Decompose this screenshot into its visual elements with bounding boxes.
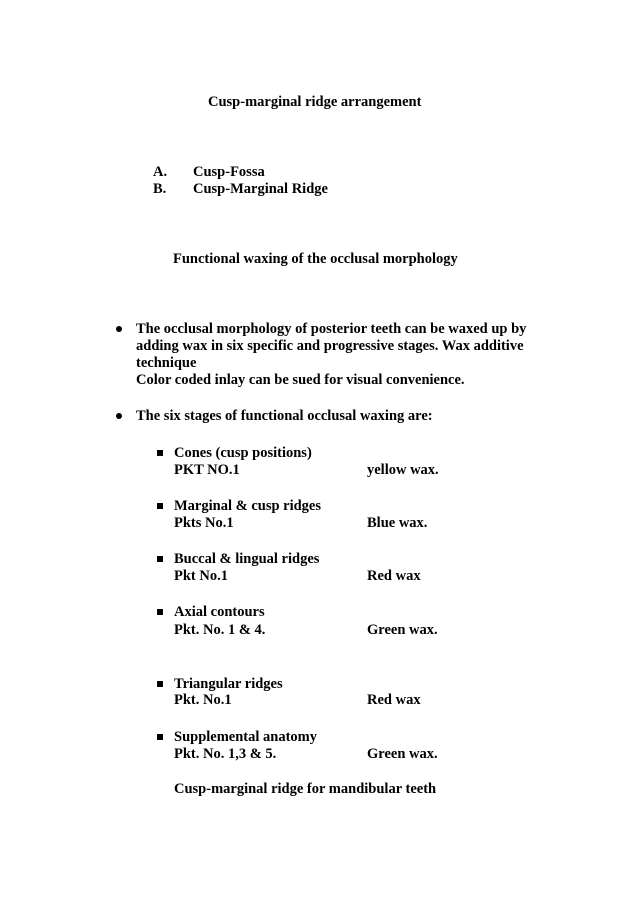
stage-wax: Red wax bbox=[367, 692, 421, 708]
stage-wax: yellow wax. bbox=[367, 462, 439, 478]
closing-heading: Cusp-marginal ridge for mandibular teeth bbox=[174, 781, 437, 797]
stage-packet: Pkts No.1 bbox=[174, 515, 234, 531]
page-title: Cusp-marginal ridge arrangement bbox=[208, 94, 422, 110]
bullet-dot-icon bbox=[116, 413, 122, 419]
list-item-cusp-marginal-ridge: Cusp-Marginal Ridge bbox=[193, 181, 328, 197]
stage-packet: Pkt. No.1 bbox=[174, 692, 232, 708]
stage-name: Buccal & lingual ridges bbox=[174, 551, 320, 567]
bullet-dot-icon bbox=[116, 326, 122, 332]
stage-name: Supplemental anatomy bbox=[174, 729, 318, 745]
stage-name: Triangular ridges bbox=[174, 676, 283, 692]
stage-wax: Green wax. bbox=[367, 622, 438, 638]
stage-name: Axial contours bbox=[174, 604, 265, 620]
stage-wax: Blue wax. bbox=[367, 515, 428, 531]
paragraph-line: adding wax in six specific and progressive stages. Wax additive bbox=[136, 338, 524, 354]
stage-name: Marginal & cusp ridges bbox=[174, 498, 322, 514]
paragraph-line: Color coded inlay can be sued for visual convenience. bbox=[136, 372, 465, 388]
bullet-square-icon bbox=[157, 734, 163, 740]
bullet-square-icon bbox=[157, 609, 163, 615]
stage-packet: PKT NO.1 bbox=[174, 462, 240, 478]
list-marker-a: A. bbox=[153, 164, 168, 180]
stage-wax: Green wax. bbox=[367, 746, 438, 762]
bullet-square-icon bbox=[157, 503, 163, 509]
paragraph-line: technique bbox=[136, 355, 197, 371]
bullet-square-icon bbox=[157, 556, 163, 562]
stage-packet: Pkt No.1 bbox=[174, 568, 228, 584]
list-marker-b: B. bbox=[153, 181, 167, 197]
paragraph-line: The occlusal morphology of posterior teeth can be waxed up by bbox=[136, 321, 527, 337]
stage-packet: Pkt. No. 1 & 4. bbox=[174, 622, 266, 638]
list-item-cusp-fossa: Cusp-Fossa bbox=[193, 164, 265, 180]
bullet-square-icon bbox=[157, 450, 163, 456]
stages-intro: The six stages of functional occlusal waxing are: bbox=[136, 408, 433, 424]
bullet-square-icon bbox=[157, 681, 163, 687]
stage-packet: Pkt. No. 1,3 & 5. bbox=[174, 746, 277, 762]
stage-name: Cones (cusp positions) bbox=[174, 445, 312, 461]
stage-wax: Red wax bbox=[367, 568, 421, 584]
section-heading: Functional waxing of the occlusal morphology bbox=[173, 251, 458, 267]
